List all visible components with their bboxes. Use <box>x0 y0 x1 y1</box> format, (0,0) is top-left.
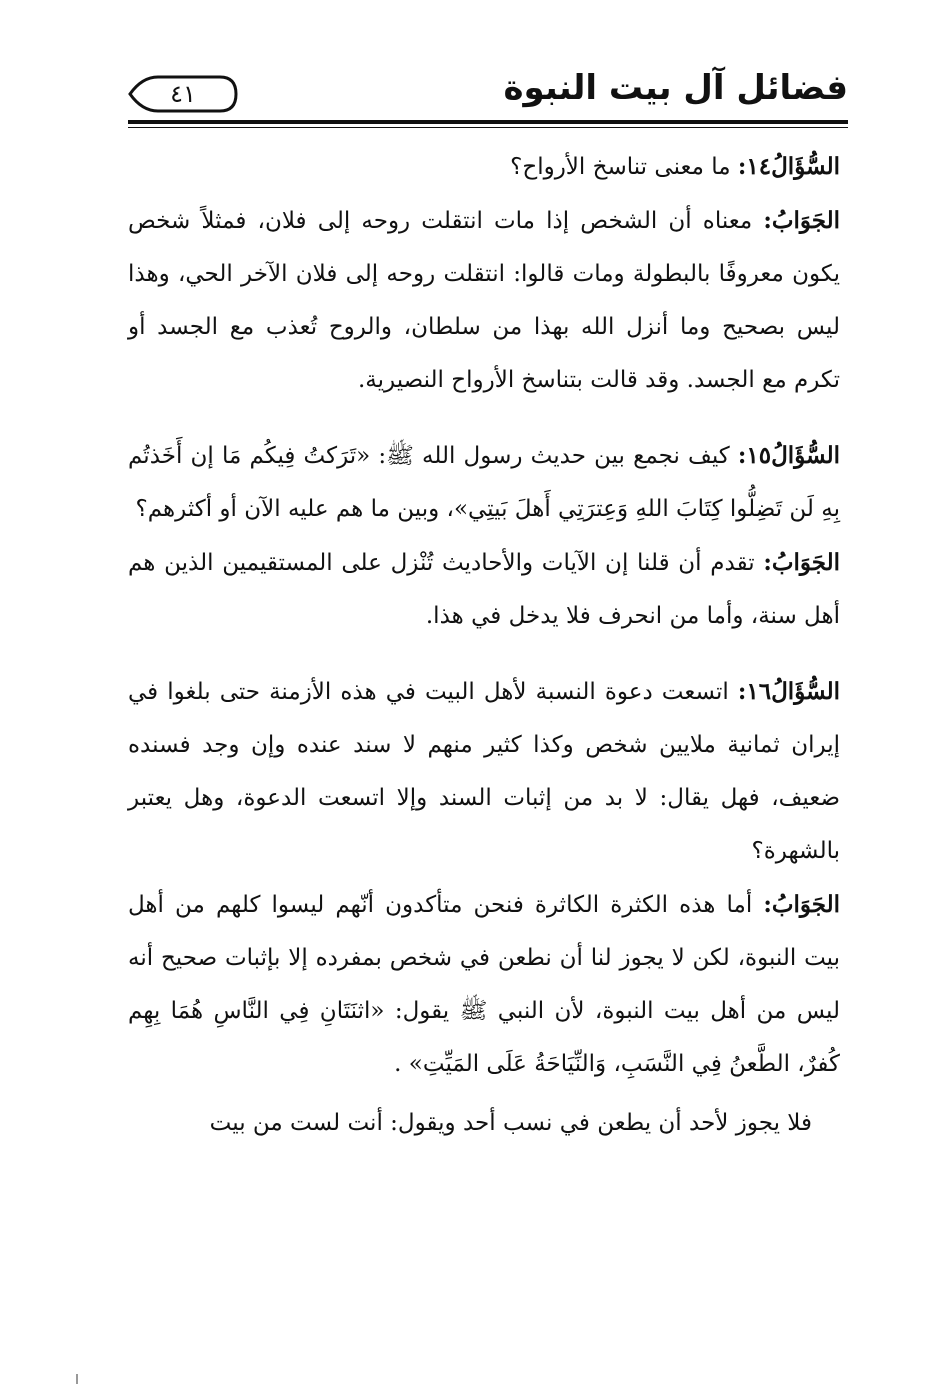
question-16 <box>128 665 840 878</box>
question-15 <box>128 429 840 536</box>
page-number: ٤١ <box>170 80 196 108</box>
question-label: السُّؤَالُ١٥: <box>737 442 840 469</box>
question-label: السُّؤَالُ١٦: <box>737 678 840 705</box>
question-text: ما معنى تناسخ الأرواح؟ <box>510 154 731 180</box>
answer-text: معناه أن الشخص إذا مات انتقلت روحه إلى فلان، فمثلاً شخص يكون معروفًا بالبطولة ومات قالوا: انتقلت روحه إلى فلان الآخر الحي، وهذا ليس بصحيح وما أنزل الله بهذا من سلطان، والروح تُعذب مع الجسد أو تكرم مع الجسد. وقد قالت بتناسخ الأرواح النصيرية. <box>128 208 840 393</box>
answer-14 <box>128 194 840 407</box>
header-rule-thin <box>128 127 848 128</box>
page-number-badge <box>128 74 238 114</box>
question-text: اتسعت دعوة النسبة لأهل البيت في هذه الأزمنة حتى بلغوا في إيران ثمانية ملايين شخص وكذا كثير منهم لا سند عنده وإن وجد فسنده ضعيف، فهل يقال: لا بد من إثبات السند وإلا اتسعت الدعوة، وهل يعتبر بالشهرة؟ <box>128 679 840 864</box>
answer-text: أما هذه الكثرة الكاثرة فنحن متأكدون أنّهم ليسوا كلهم من أهل بيت النبوة، لكن لا يجوز لنا أن نطعن في شخص بمفرده إلا بإثبات صحيح أنه ليس من أهل بيت النبوة، لأن النبي ﷺ يقول: «اثنَتَانِ فِي النَّاسِ هُمَا بِهِم كُفرٌ، الطَّعنُ فِي النَّسَبِ، وَالنِّيَاحَةُ عَلَى المَيِّتِ» . <box>128 892 840 1077</box>
header-rule-thick <box>128 120 848 124</box>
book-title: فضائل آل بيت النبوة <box>503 68 848 108</box>
answer-15 <box>128 536 840 643</box>
answer-16 <box>128 878 840 1091</box>
question-text: كيف نجمع بين حديث رسول الله ﷺ: «تَرَكتُ فِيكُم مَا إن أَخَذتُم بِهِ لَن تَضِلُّوا كِتَابَ اللهِ وَعِترَتِي أَهلَ بَيتِي»، وبين ما هم عليه الآن أو أكثرهم؟ <box>128 443 840 522</box>
answer-label: الجَوَابُ: <box>763 549 840 576</box>
answer-text: تقدم أن قلنا إن الآيات والأحاديث تُنْزل على المستقيمين الذين هم أهل سنة، وأما من انحرف فلا يدخل في هذا. <box>128 550 840 629</box>
scan-mark <box>76 1374 78 1384</box>
page-header <box>128 62 848 126</box>
question-14 <box>128 140 840 194</box>
answer-label: الجَوَابُ: <box>763 207 840 234</box>
question-label: السُّؤَالُ١٤: <box>737 153 840 180</box>
closing-paragraph: فلا يجوز لأحد أن يطعن في نسب أحد ويقول: أنت لست من بيت <box>209 1110 812 1136</box>
page-content <box>128 140 840 1150</box>
answer-label: الجَوَابُ: <box>763 891 841 918</box>
